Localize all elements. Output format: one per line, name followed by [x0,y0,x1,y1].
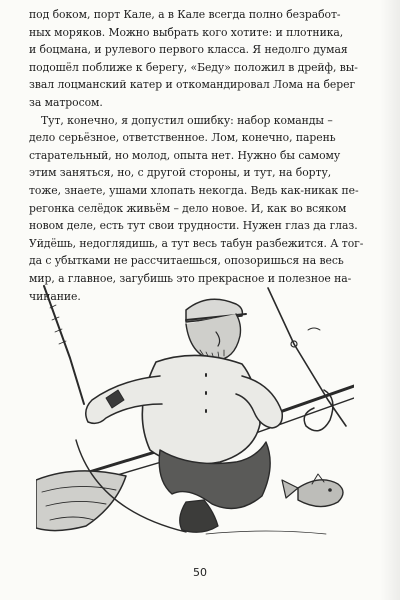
boat-hull [36,471,126,531]
text-line: дело серьёзное, ответственное. Лом, конечно, парень [29,131,336,145]
distant-bird [308,328,320,330]
text-line: ных моряков. Можно выбрать кого хотите: и плотника, [29,25,344,39]
binding-shadow [380,0,400,600]
text-line: под боком, порт Кале, а в Кале всегда полно безработ- [29,8,341,21]
fish-body [298,480,343,507]
page-number: 50 [193,566,207,579]
text-line: тоже, знаете, ушами хлопать некогда. Ведь как-никак пе- [29,183,359,197]
mast-pole [44,286,84,404]
text-line: регонка селёдок живьём – дело новое. И, как во всяком [29,201,347,215]
text-line: Тут, конечно, я допустил ошибку: набор команды – [41,113,333,127]
fish-eye [328,488,332,492]
ground-line [206,531,326,534]
text-line: старательный, но молод, опыта нет. Нужно бы самому [29,148,341,162]
text-line: мир, а главное, загубишь это прекрасное и полезное на- [29,271,352,285]
text-line: Уйдёшь, недоглядишь, а тут весь табун разбежится. А тог- [29,236,364,250]
text-line: звал лоцманский катер и откомандировал Лома на берег [29,78,356,92]
sailor-illustration [36,280,354,542]
body-text [29,6,375,305]
text-line: этим заняться, но, с другой стороны, и тут, на борту, [29,166,332,180]
text-line: за матросом. [29,95,103,109]
text-line: подошёл поближе к берегу, «Беду» положил в дрейф, вы- [29,60,358,74]
text-line: да с убытками не рассчитаешься, опозоришься на весь [29,254,344,268]
fish-tail [282,480,298,498]
text-line: новом деле, есть тут свои трудности. Нужен глаз да глаз. [29,219,358,233]
sailor-torso [142,355,260,464]
text-line: и боцмана, и рулевого первого класса. Я недолго думая [29,43,348,57]
text-line: чинание. [29,289,81,303]
